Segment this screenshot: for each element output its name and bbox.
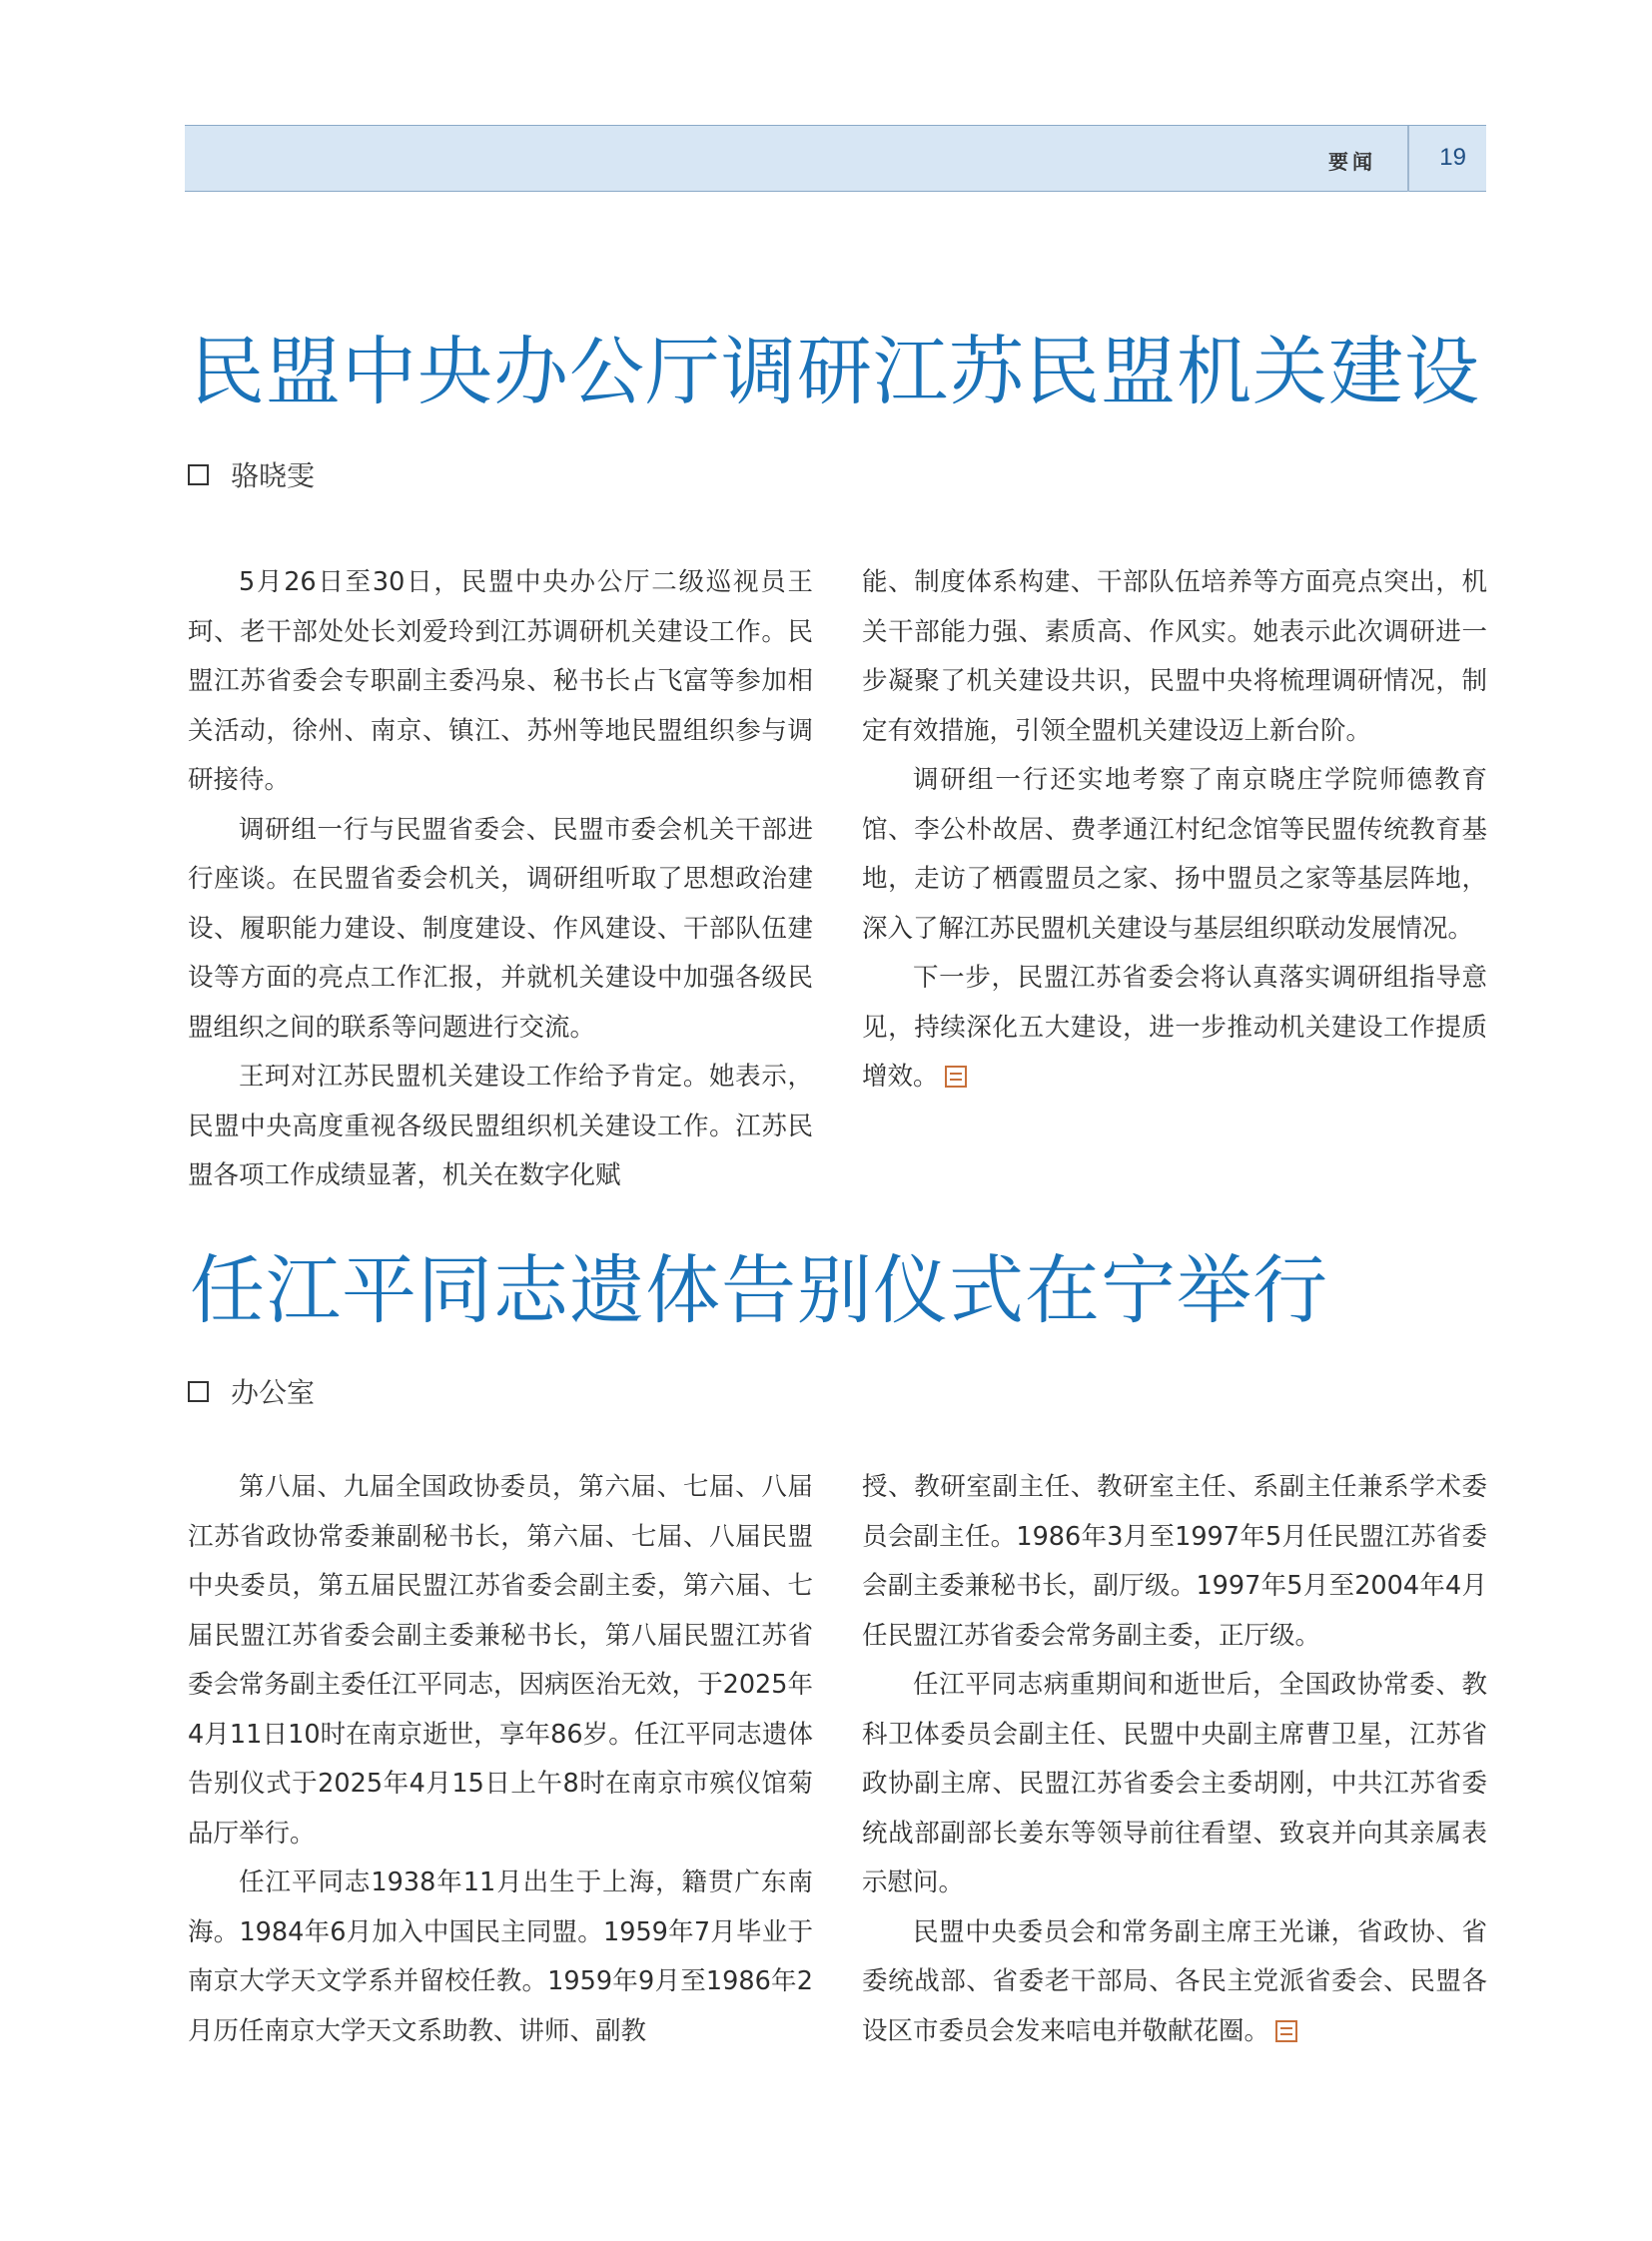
paragraph: 5月26日至30日，民盟中央办公厅二级巡视员王珂、老干部处处长刘爱玲到江苏调研机关建设工作。民盟江苏省委会专职副主委冯泉、秘书长占飞富等参加相关活动，徐州、南京、镇江、苏州等地民盟组织参与调研接待。 bbox=[188, 567, 813, 795]
running-header bbox=[185, 125, 1486, 192]
section-label: 要闻 bbox=[1328, 150, 1376, 174]
article-1-author: 骆晓雯 bbox=[231, 459, 316, 492]
end-mark-icon bbox=[1275, 2020, 1297, 2042]
paragraph-text: 下一步，民盟江苏省委会将认真落实调研组指导意见，持续深化五大建设，进一步推动机关建设工作提质增效。 bbox=[862, 963, 1487, 1092]
article-1-left-column bbox=[188, 558, 813, 1201]
end-mark-icon bbox=[945, 1066, 967, 1088]
paragraph: 任江平同志1938年11月出生于上海，籍贯广东南海。1984年6月加入中国民主同盟。1959年7月毕业于南京大学天文学系并留校任教。1959年9月至1986年2月历任南京大学天文系助教、讲师、副教 bbox=[188, 1868, 813, 2046]
article-1-right-column bbox=[862, 558, 1487, 1103]
paragraph bbox=[862, 1908, 1487, 2057]
article-2-right-column bbox=[862, 1463, 1487, 2056]
paragraph: 任江平同志病重期间和逝世后，全国政协常委、教科卫体委员会副主任、民盟中央副主席曹卫星，江苏省政协副主席、民盟江苏省委会主委胡刚，中共江苏省委统战部副部长姜东等领导前往看望、致哀并向其亲属表示慰问。 bbox=[862, 1670, 1487, 1897]
byline-box-icon bbox=[188, 1381, 209, 1402]
article-2-byline bbox=[188, 1371, 315, 1411]
article-1-title: 民盟中央办公厅调研江苏民盟机关建设 bbox=[190, 328, 1481, 415]
article-1-byline bbox=[188, 454, 315, 494]
page-number: 19 bbox=[1439, 144, 1466, 171]
paragraph-text: 民盟中央委员会和常务副主席王光谦，省政协、省委统战部、省委老干部局、各民主党派省委会、民盟各设区市委员会发来唁电并敬献花圈。 bbox=[862, 1916, 1487, 2046]
paragraph: 第八届、九届全国政协委员，第六届、七届、八届江苏省政协常委兼副秘书长，第六届、七届、八届民盟中央委员，第五届民盟江苏省委会副主委，第六届、七届民盟江苏省委会副主委兼秘书长，第八届民盟江苏省委会常务副主委任江平同志，因病医治无效，于2025年4月11日10时在南京逝世，享年86岁。任江平同志遗体告别仪式于2025年4月15日上午8时在南京市殡仪馆菊品厅举行。 bbox=[188, 1472, 813, 1849]
byline-box-icon bbox=[188, 464, 209, 485]
paragraph: 授、教研室副主任、教研室主任、系副主任兼系学术委员会副主任。1986年3月至1997年5月任民盟江苏省委会副主委兼秘书长，副厅级。1997年5月至2004年4月任民盟江苏省委会常务副主委，正厅级。 bbox=[862, 1472, 1487, 1651]
paragraph: 调研组一行与民盟省委会、民盟市委会机关干部进行座谈。在民盟省委会机关，调研组听取了思想政治建设、履职能力建设、制度建设、作风建设、干部队伍建设等方面的亮点工作汇报，并就机关建设中加强各级民盟组织之间的联系等问题进行交流。 bbox=[188, 814, 813, 1043]
paragraph bbox=[862, 954, 1487, 1103]
header-divider bbox=[1407, 126, 1409, 192]
article-2-title: 任江平同志遗体告别仪式在宁举行 bbox=[190, 1246, 1329, 1334]
article-2-left-column bbox=[188, 1463, 813, 2056]
paragraph: 王珂对江苏民盟机关建设工作给予肯定。她表示，民盟中央高度重视各级民盟组织机关建设工作。江苏民盟各项工作成绩显著，机关在数字化赋 bbox=[188, 1062, 813, 1190]
paragraph: 能、制度体系构建、干部队伍培养等方面亮点突出，机关干部能力强、素质高、作风实。她表示此次调研进一步凝聚了机关建设共识，民盟中央将梳理调研情况，制定有效措施，引领全盟机关建设迈上新台阶。 bbox=[862, 567, 1487, 746]
article-2-author: 办公室 bbox=[231, 1376, 316, 1409]
paragraph: 调研组一行还实地考察了南京晓庄学院师德教育馆、李公朴故居、费孝通江村纪念馆等民盟传统教育基地，走访了栖霞盟员之家、扬中盟员之家等基层阵地，深入了解江苏民盟机关建设与基层组织联动发展情况。 bbox=[862, 765, 1487, 944]
